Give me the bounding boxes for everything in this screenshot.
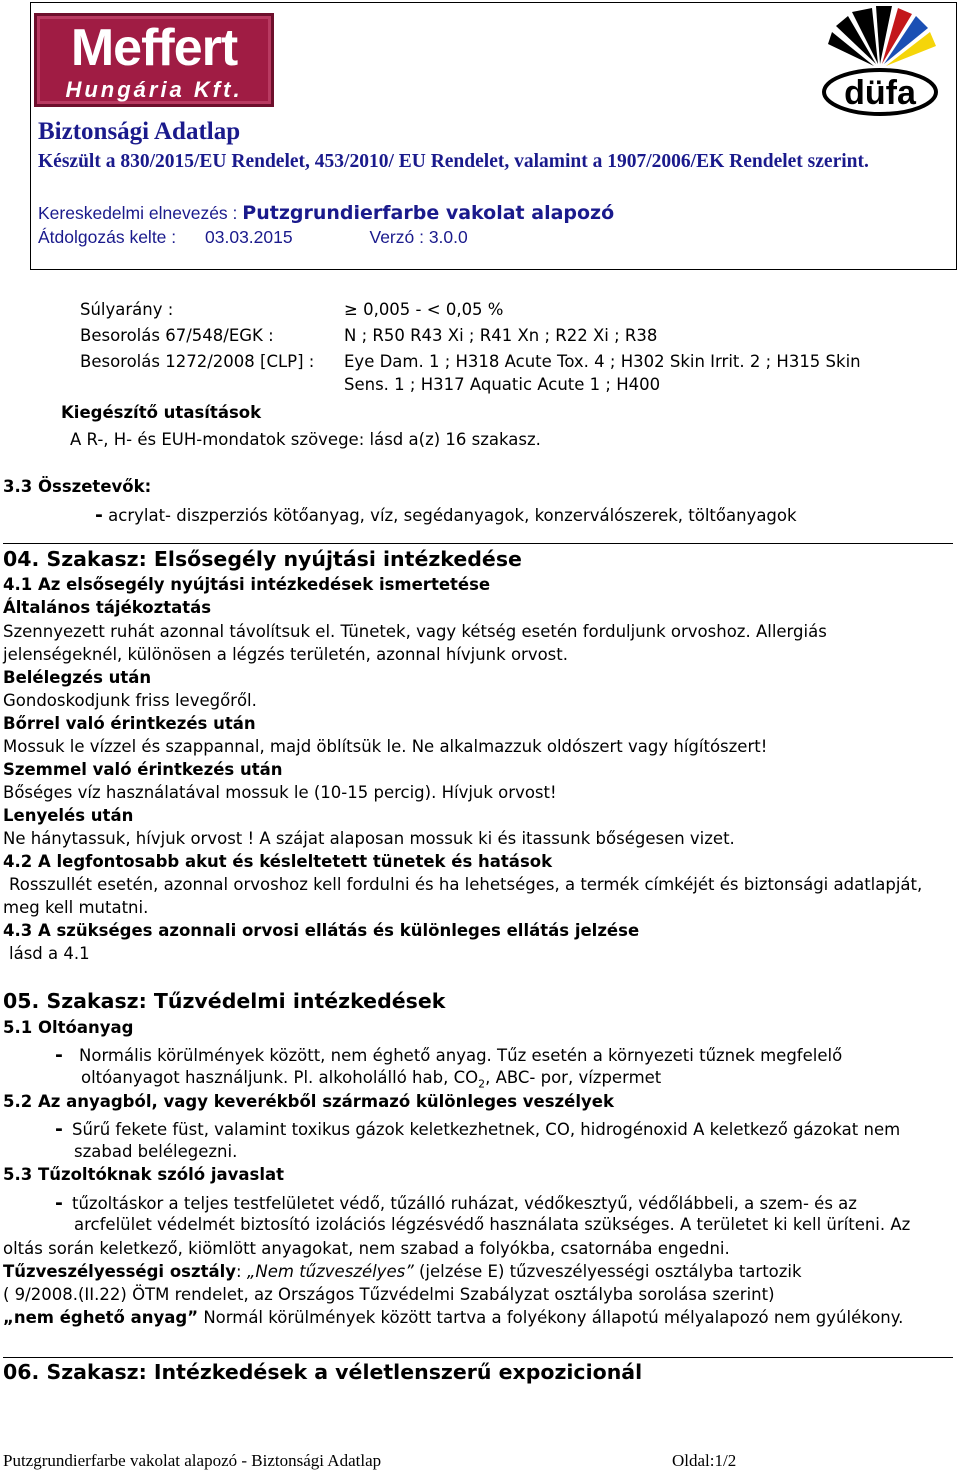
section5-title: 05. Szakasz: Tűzvédelmi intézkedések [3,989,446,1013]
eye-contact-heading: Szemmel való érintkezés után [3,760,283,779]
section4-title: 04. Szakasz: Elsősegély nyújtási intézkedése [3,547,522,571]
bullet-dash: - [95,504,103,526]
skin-contact-heading: Bőrrel való érintkezés után [3,714,256,733]
eye-contact-text: Bőséges víz használatával mossuk le (10-15 percig). Hívjuk orvost! [3,783,557,802]
trade-name-row [38,202,614,224]
non-combustible-row [3,1308,903,1327]
section-divider [3,1357,953,1358]
trade-name-value: Putzgrundierfarbe vakolat alapozó [242,202,615,224]
bullet-dash: - [55,1118,63,1140]
section5-1-row-1 [55,1044,842,1066]
general-info-text-1: Szennyezett ruhát azonnal távolítsuk el. Tünetek, vagy kétség esetén forduljunk orvoshoz. Allergiás [3,622,827,641]
ingredients-heading: 3.3 Összetevők: [3,477,152,496]
fire-class-rest: (jelzése E) tűzveszélyességi osztályba tartozik [419,1262,802,1281]
ingredients-row [95,504,797,526]
fire-class-colon: : [236,1262,242,1281]
meffert-logo [34,13,274,107]
section4-3-text: lásd a 4.1 [9,944,90,963]
co2-subscript: 2 [478,1077,486,1091]
skin-contact-text: Mossuk le vízzel és szappannal, majd öblítsük le. Ne alkalmazzuk oldószert vagy hígítószert! [3,737,768,756]
section5-2-heading: 5.2 Az anyagból, vagy keverékből származó különleges veszélyek [3,1092,614,1111]
section4-2-text-1: Rosszullét esetén, azonnal orvoshoz kell fordulni és ha lehetséges, a termék címkéjét és biztonsági adatlapját, [9,875,923,894]
section5-3-heading: 5.3 Tűzoltóknak szóló javaslat [3,1165,285,1184]
eu-class-value: N ; R50 R43 Xi ; R41 Xn ; R22 Xi ; R38 [344,326,658,345]
eu-class-label: Besorolás 67/548/EGK : [80,326,274,345]
section5-1-text-2b: , ABC- por, vízpermet [485,1068,662,1087]
bullet-dash: - [55,1192,63,1214]
regulation-text: Készült a 830/2015/EU Rendelet, 453/2010/ EU Rendelet, valamint a 1907/2006/EK Rendelet szerint. [38,151,869,172]
section4-2-heading: 4.2 A legfontosabb akut és késleltetett tünetek és hatások [3,852,553,871]
general-info-text-2: jelenségeknél, különösen a légzés területén, azonnal hívjunk orvost. [3,645,568,664]
footer-doc-name: Putzgrundierfarbe vakolat alapozó - Biztonsági Adatlap [3,1451,382,1470]
revision-date: 03.03.2015 [205,227,293,247]
inhalation-text: Gondoskodjunk friss levegőről. [3,691,257,710]
extra-instructions-heading: Kiegészítő utasítások [61,403,262,422]
inhalation-heading: Belélegzés után [3,668,152,687]
version-label: Verzó : 3.0.0 [369,227,468,247]
doc-title: Biztonsági Adatlap [38,118,241,145]
section5-3-text-3: oltás során keletkező, kiömlött anyagokat, nem szabad a folyókba, csatornába engedni. [3,1239,730,1258]
non-combustible-bold: „nem éghető anyag” [3,1308,199,1327]
section5-1-heading: 5.1 Oltóanyag [3,1018,134,1037]
revision-row [38,227,468,248]
extra-instructions-text: A R-, H- és EUH-mondatok szövege: lásd a(z) 16 szakasz. [70,430,541,449]
section4-1-heading: 4.1 Az elsősegély nyújtási intézkedések ismertetése [3,575,491,594]
dufa-logo-text: düfa [844,74,916,112]
section5-1-row-2 [81,1068,661,1090]
section4-3-heading: 4.3 A szükséges azonnali orvosi ellátás és különleges ellátás jelzése [3,921,640,940]
trade-name-label: Kereskedelmi elnevezés : [38,203,238,223]
section5-2-text-2: szabad belélegezni. [74,1142,238,1161]
weight-label: Súlyarány : [80,300,174,319]
general-info-heading: Általános tájékoztatás [3,598,212,617]
non-combustible-text: Normál körülmények között tartva a folyékony állapotú mélyalapozó nem gyúlékony. [203,1308,904,1327]
bullet-dash: - [55,1044,63,1066]
section5-2-text-1: Sűrű fekete füst, valamint toxikus gázok keletkezhetnek, CO, hidrogénoxid A keletkező gázokat nem [72,1120,901,1139]
ingestion-text: Ne hánytassuk, hívjuk orvost ! A szájat alaposan mossuk ki és itassunk bőségesen vizet. [3,829,735,848]
ingestion-heading: Lenyelés után [3,806,134,825]
ingredients-text: acrylat- diszperziós kötőanyag, víz, segédanyagok, konzerválószerek, töltőanyagok [108,506,797,525]
section5-2-row-1 [55,1118,900,1140]
dufa-logo [820,4,942,116]
section5-3-text-2: arcfelület védelmét biztosító izolációs légzésvédő használata szükséges. A területet ki kell üríteni. Az [74,1215,911,1234]
footer-page-number: Oldal:1/2 [672,1451,737,1470]
section-divider [3,543,953,544]
section5-1-text-2a: oltóanyagot használjunk. Pl. alkoholálló hab, CO [81,1068,479,1087]
fire-class-label: Tűzveszélyességi osztály [3,1262,237,1281]
section5-3-row-1 [55,1192,857,1214]
section4-2-text-2: meg kell mutatni. [3,898,149,917]
section5-3-text-1: tűzoltáskor a teljes testfelületet védő, tűzálló ruházat, védőkesztyű, védőlábbeli, a szem- és az [72,1194,857,1213]
logo-text-main: Meffert [70,19,238,77]
logo-text-sub: Hungária Kft. [65,77,243,102]
clp-class-value-1: Eye Dam. 1 ; H318 Acute Tox. 4 ; H302 Skin Irrit. 2 ; H315 Skin [344,352,861,371]
clp-class-value-2: Sens. 1 ; H317 Aquatic Acute 1 ; H400 [344,375,661,394]
fire-class-line-2: ( 9/2008.(II.22) ÖTM rendelet, az Országos Tűzvédelmi Szabályzat osztályba sorolása szerint) [3,1285,775,1304]
section5-1-text-1: Normális körülmények között, nem éghető anyag. Tűz esetén a környezeti tűznek megfelelő [79,1046,843,1065]
clp-class-label: Besorolás 1272/2008 [CLP] : [80,352,315,371]
weight-value: ≥ 0,005 - < 0,05 % [344,300,504,319]
revision-label: Átdolgozás kelte : [38,227,177,247]
fire-class-row [3,1262,802,1281]
fire-class-quote: „Nem tűzveszélyes” [246,1262,414,1281]
section6-title: 06. Szakasz: Intézkedések a véletlenszerű expozicionál [3,1360,643,1384]
